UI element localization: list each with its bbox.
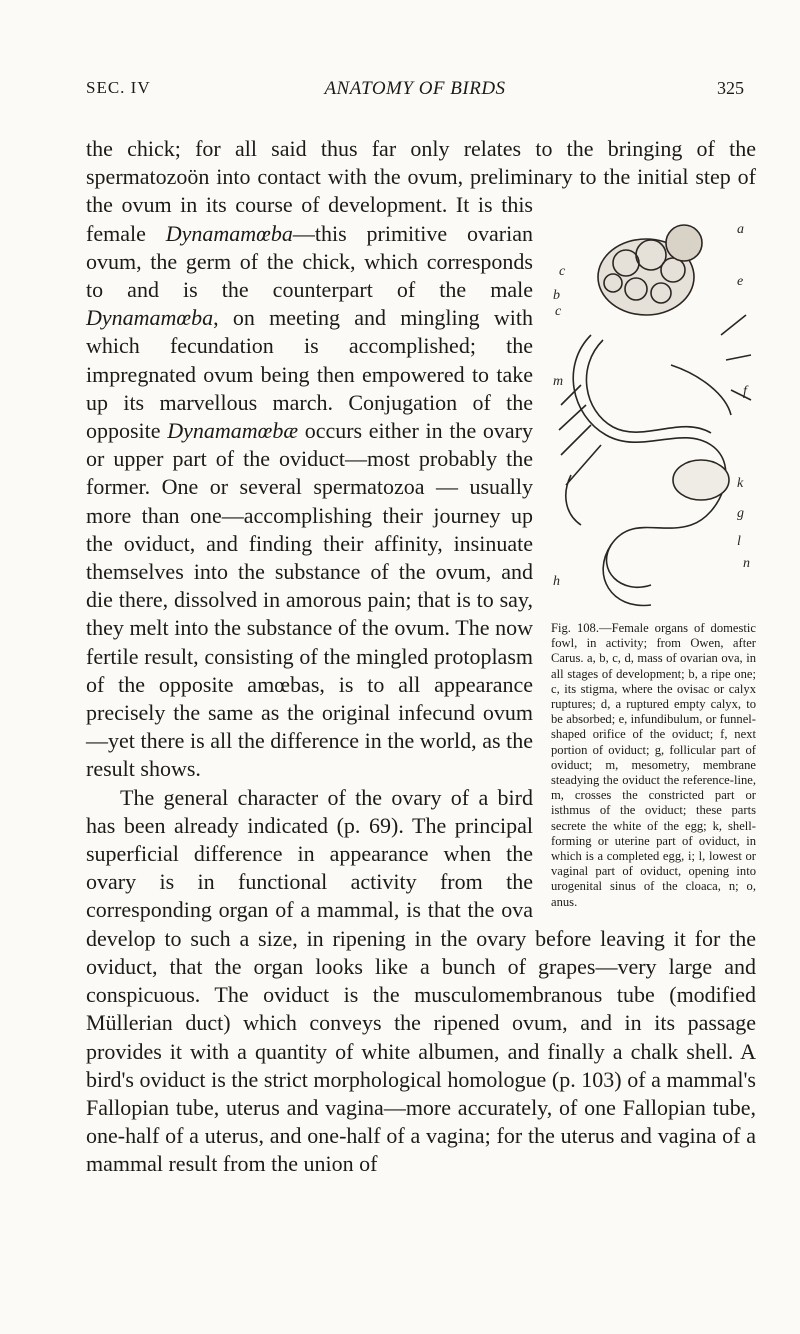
fig-label-f: f [743,384,747,399]
main-text [86,135,756,1179]
p1-mid2: , on meeting and mingling with which fecundation is accomplished; the impregnated ovum being then empowered to take up its marvellous march. Conjugation of the opposite [86,305,533,444]
running-title: ANATOMY OF BIRDS [324,78,506,99]
p1-mid1: —this primitive ovarian ovum, the germ of the chick, which corresponds to and is the counterpart of the male [86,220,533,303]
paragraph-2: The general character of the ovary of a bird has been already indicated (p. 69). The principal superficial difference in appearance when the ovary is in functional activity from the corresponding organ of a mammal, is that the ova develop to such a size, in ripening in the ovary before leaving it for the oviduct, that the organ looks like a bunch of grapes—very large and conspicuous. The oviduct is the musculomembranous tube (modified Müllerian duct) which conveys the ripened ovum, and in its passage provides it with a quantity of white albumen, and finally a chalk shell. A bird's oviduct is the strict morphological homologue (p. 103) of a mammal's Fallopian tube, uterus and vagina—more accurately, of one Fallopian tube, one-half of a uterus, and one-half of a vagina; for the uterus and vagina of a mammal result from the union of [86,784,756,1177]
fig-label-e: e [737,274,744,289]
fig-label-g: g [737,506,744,521]
term-dynamamoeba-2: Dynamamœba [86,305,214,331]
section-label: SEC. IV [86,78,151,97]
fig-label-c: c [555,304,562,319]
p1-lead: the chick; for all said thus far only relates to the bringing of the spermatozoön into contact with the ovum, preliminary to the initial step of the ovum in its course of development. It is this female [86,136,756,246]
oviduct-illustration [551,215,756,615]
fig-label-l: l [737,534,741,549]
page-number: 325 [717,78,744,98]
fig-label-c-top: c [559,264,566,279]
figure-108 [551,215,756,910]
fig-label-k: k [737,476,744,491]
fig-label-m: m [553,374,564,389]
fig-label-b: b [553,288,560,303]
figure-caption: Fig. 108.—Female organs of domestic fowl, in activity; from Owen, after Carus. a, b, c, d, mass of ovarian ova, in all stages of development; b, a ripe one; c, its stigma, where the ovisac or calyx ruptures; d, a ruptured empty calyx, to be absorbed; e, infundibulum, or funnel-shaped orifice of the oviduct; f, next portion of oviduct; g, follicular part of oviduct; m, mesometry, membrane steadying the oviduct the reference-line, m, crosses the constricted part or isthmus of the oviduct; these parts secrete the white of the egg; k, shell-forming or uterine part of oviduct, in which is a completed egg, i; l, lowest or vaginal part of oviduct, opening into urogenital sinus of the cloaca, n; o, anus. [551,621,756,909]
term-dynamamoeba-1: Dynamamœba [165,220,293,246]
fig-label-n: n [743,556,750,571]
fig-label-h: h [553,574,560,589]
fig-label-a: a [737,222,744,237]
term-dynamamoebae: Dynamamœbæ [167,418,299,444]
running-header [86,78,744,108]
p1-tail: occurs either in the ovary or upper part of the oviduct—most probably the former. One or several spermatozoa — usually more than one—accomplishing their journey up the oviduct, and finding their affinity, insinuate themselves into the substance of the ovum, and die there, dissolved in amorous pain; that is to say, they melt into the substance of the ovum. The now fertile result, consisting of the mingled protoplasm of the opposite amœbas, is to all appearance precisely the same as the original infecund ovum—yet there is all the difference in the world, as the result shows. [86,418,533,782]
